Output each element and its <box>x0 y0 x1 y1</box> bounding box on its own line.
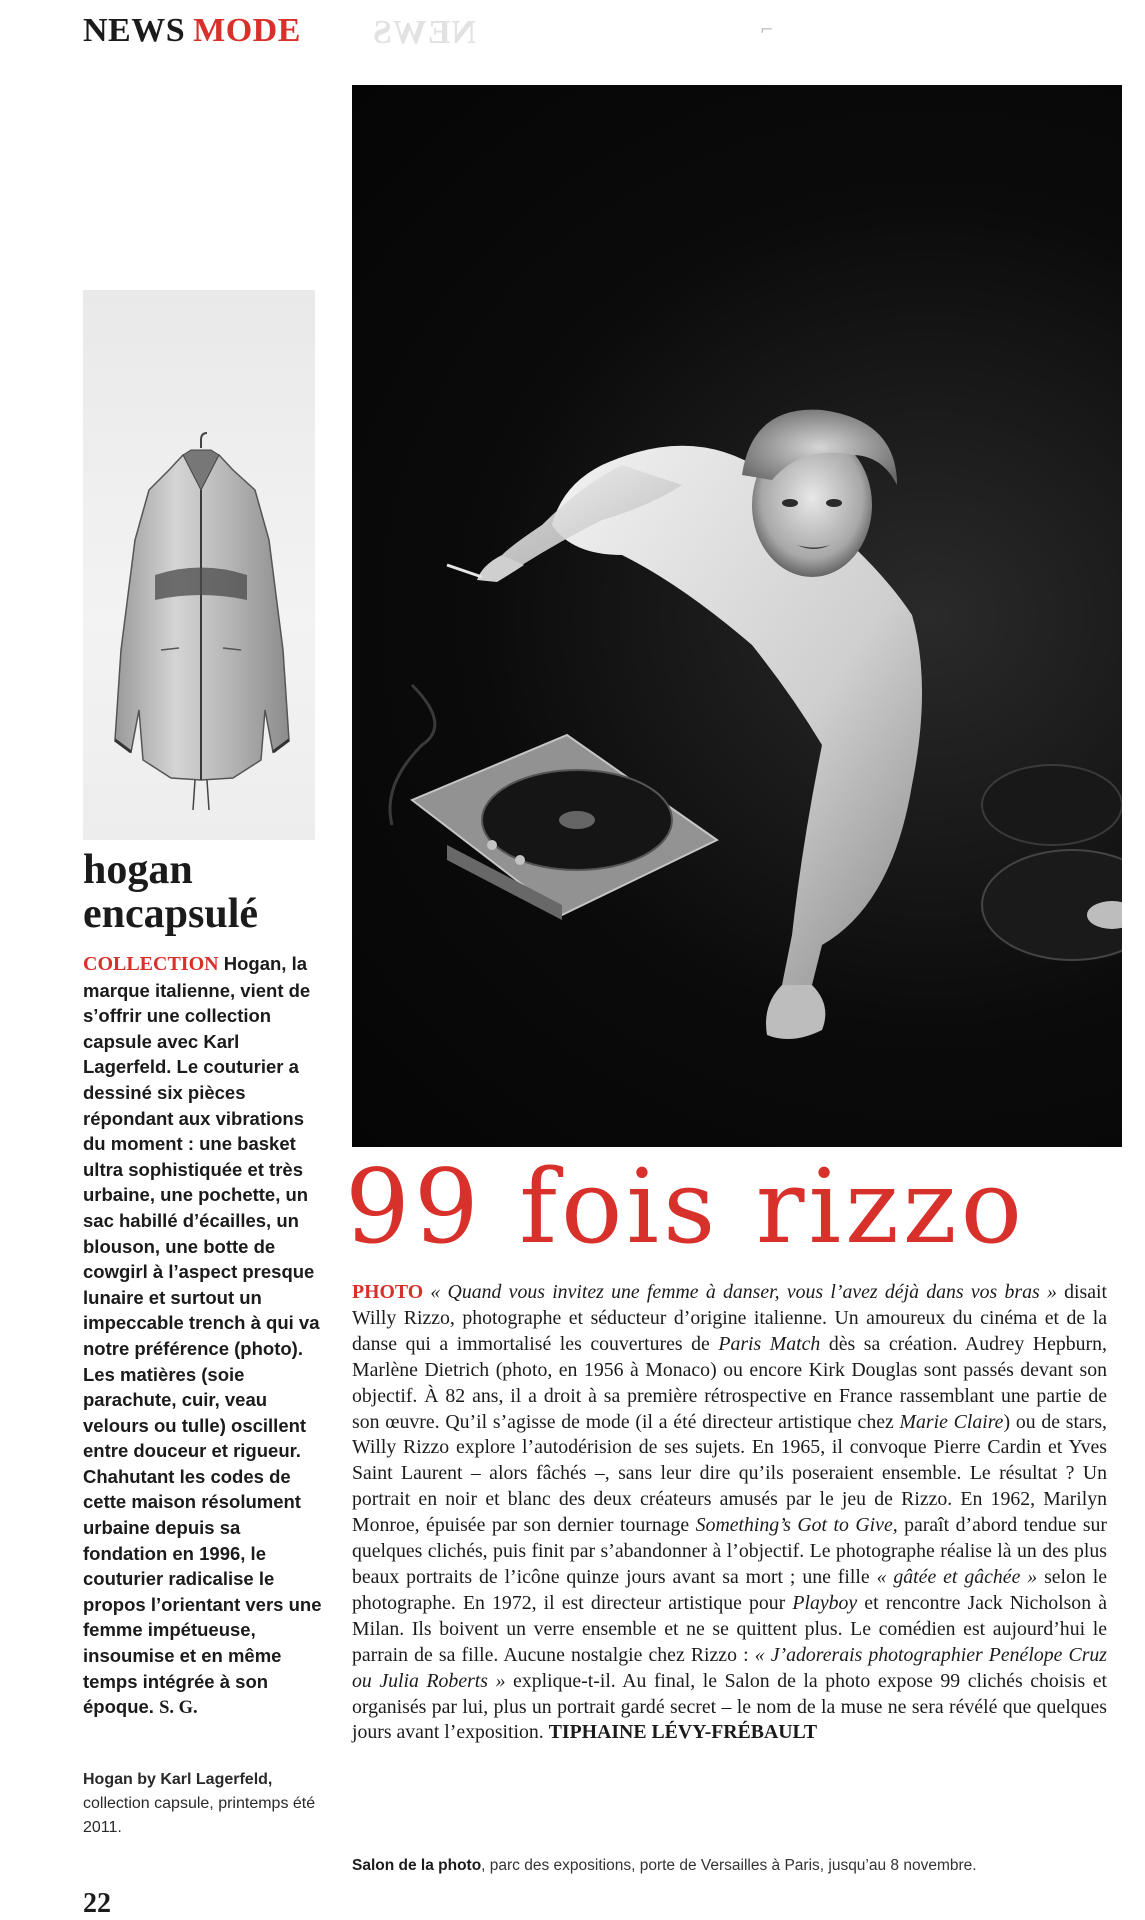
body-part-2: dès sa création. Audrey Hepburn, Marlène Dietrich (photo, en 1956 à Monaco) ou encore Kirk Douglas sont passés devant son objectif. À 82 ans, il a droit à sa première rétrospective en France rassemblant une partie de son œuvre. Qu’il s’agisse de mode (il a été directeur artistique chez <box>352 1332 1107 1433</box>
section-label: NEWS <box>83 12 186 49</box>
caption-rest: collection capsule, printemps été 2011. <box>83 1795 316 1836</box>
article-signature: TIPHAINE LÉVY-FRÉBAULT <box>548 1721 818 1744</box>
main-photo <box>352 85 1122 1147</box>
body-part-3: ) ou de stars, Willy Rizzo explore l’autodérision de ses sujets. En 1965, il convoque Pierre Cardin et Yves Saint Laurent – alors fâchés –, sans leur dire qu’ils poseraient ensemble. Le résultat ? Un portrait en noir et blanc des deux créateurs amusés par le jeu de Rizzo. En 1962, Marilyn Monroe, épuisée par son dernier tournage <box>352 1410 1107 1537</box>
paris-match-italic: Paris Match <box>718 1332 821 1355</box>
gatee-quote: « gâtée et gâchée » <box>876 1565 1038 1588</box>
section-header <box>83 12 301 50</box>
playboy-italic: Playboy <box>792 1591 858 1614</box>
sidebar-caption <box>83 1768 333 1840</box>
body-part-1: disait Willy Rizzo, photographe et séducteur d’origine italienne. Un amoureux du cinéma et de la danse qui a immortalisé les couvertures de <box>352 1281 1107 1355</box>
bleed-through-header: NEWS <box>372 14 477 51</box>
sidebar-signature: S. G. <box>159 1698 198 1719</box>
event-info <box>352 1857 1132 1875</box>
article-body <box>352 1280 1107 1746</box>
sidebar-title: hogan encapsulé <box>83 847 259 937</box>
marie-claire-italic: Marie Claire <box>899 1410 1004 1433</box>
subsection-label: MODE <box>193 12 301 49</box>
sidebar-kicker: COLLECTION <box>83 953 219 975</box>
article-kicker: PHOTO <box>352 1281 424 1303</box>
body-part-6: et rencontre Jack Nicholson à Milan. Ils boivent un verre ensemble et ne se quittent plus. Le comédien est aujourd’hui le parrain de sa fille. Aucune nostalgie chez Rizzo : <box>352 1591 1107 1666</box>
page-number: 22 <box>83 1888 111 1919</box>
body-part-7: explique-t-il. Au final, le Salon de la photo expose 99 clichés choisis et organisés par lui, plus un portrait gardé secret – le nom de la muse ne sera révélé que quelques jours avant l’exposition. <box>352 1669 1108 1744</box>
opening-quote: « Quand vous invitez une femme à danser, vous l’avez déjà dans vos bras » <box>430 1281 1057 1303</box>
sidebar-body <box>83 951 328 1722</box>
body-part-4: paraît d’abord tendue sur quelques clichés, puis finit par s’abandonner à l’objectif. Le photographe réalise là un des plus beaux portraits de l’icône quinze jours avant sa mort ; une fille <box>352 1514 1107 1588</box>
event-name: Salon de la photo <box>352 1857 482 1874</box>
scan-mark: ⌐ <box>760 20 774 39</box>
second-quote: « J’adorerais photographier Penélope Cruz ou Julia Roberts » <box>352 1643 1107 1692</box>
sidebar-text: Hogan, la marque italienne, vient de s’offrir une collection capsule avec Karl Lagerfeld. Le couturier a dessiné six pièces répondant aux vibrations du moment : une basket ultra sophistiquée et très urbaine, une pochette, un sac habillé d’écailles, un blouson, une botte de cowgirl à l’aspect presque lunaire et surtout un impeccable trench à qui va notre préférence (photo). Les matières (soie parachute, cuir, veau velours ou tulle) oscillent entre douceur et rigueur. Chahutant les codes de cette maison résolument urbaine depuis sa fondation en 1996, le couturier radicalise le propos l’orientant vers une femme impétueuse, insoumise et en même temps intégrée à son époque. <box>83 953 322 1718</box>
trench-coat-photo <box>83 290 315 840</box>
film-title-italic: Something’s Got to Give, <box>695 1514 898 1537</box>
body-part-5: selon le photographe. En 1972, il est directeur artistique pour <box>352 1565 1108 1614</box>
caption-bold: Hogan by Karl Lagerfeld, <box>83 1771 273 1788</box>
article-title: 99 fois rizzo <box>345 1148 1027 1267</box>
event-details: , parc des expositions, porte de Versailles à Paris, jusqu’au 8 novembre. <box>481 1857 977 1874</box>
